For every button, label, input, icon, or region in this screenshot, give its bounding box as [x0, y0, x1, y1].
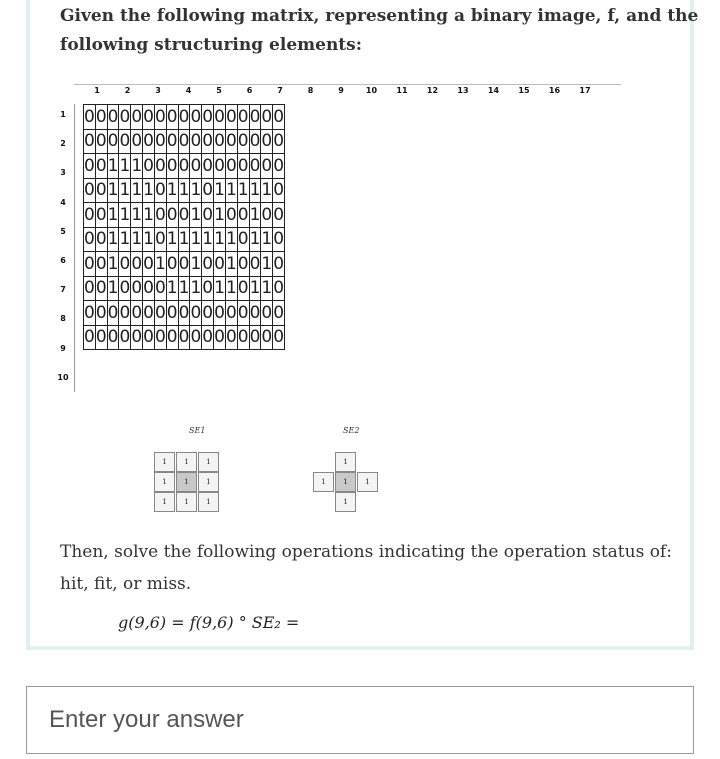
matrix-cell: 0: [202, 252, 214, 277]
column-numbers: [87, 80, 606, 102]
matrix-cell: 0: [154, 325, 166, 350]
matrix-cell: 1: [249, 178, 261, 203]
matrix-cell: 1: [119, 227, 131, 252]
matrix-row: [84, 301, 285, 326]
matrix-cell: 0: [166, 301, 178, 326]
se1-cell: 1: [176, 452, 197, 472]
matrix-cell: 0: [143, 129, 155, 154]
matrix-cell: 0: [178, 105, 190, 130]
matrix-cell: 0: [225, 301, 237, 326]
matrix-row: [84, 154, 285, 179]
row-number: 8: [60, 314, 66, 324]
matrix-cell: 0: [214, 325, 226, 350]
matrix-cell: 1: [154, 252, 166, 277]
matrix-cell: 0: [202, 154, 214, 179]
se2-cell: 1: [357, 472, 378, 492]
matrix-cell: 0: [261, 105, 273, 130]
se1-cell: 1: [198, 452, 219, 472]
question-text: Then, solve the following operations indicating the operation status of: hit, fit, or miss.: [60, 542, 672, 594]
column-number: 10: [365, 86, 378, 95]
matrix-cell: 0: [225, 129, 237, 154]
matrix-cell: 0: [190, 105, 202, 130]
matrix-cell: 0: [95, 325, 107, 350]
matrix-cell: 0: [273, 276, 285, 301]
matrix-cell: 0: [237, 252, 249, 277]
matrix-cell: 0: [190, 154, 202, 179]
matrix-row: [84, 276, 285, 301]
matrix-cell: 1: [131, 203, 143, 228]
matrix-cell: 0: [84, 178, 96, 203]
matrix-cell: 0: [225, 105, 237, 130]
row-number: 5: [60, 226, 66, 236]
matrix-cell: 0: [237, 276, 249, 301]
matrix-cell: 1: [107, 154, 119, 179]
se1-cell: 1: [154, 492, 175, 512]
matrix-cell: 0: [84, 154, 96, 179]
column-number: 2: [124, 86, 131, 95]
matrix-cell: 0: [119, 252, 131, 277]
column-number: 11: [396, 86, 408, 95]
matrix-cell: 1: [119, 178, 131, 203]
matrix-cell: 0: [273, 325, 285, 350]
matrix-cell: 0: [225, 325, 237, 350]
matrix-cell: 0: [143, 105, 155, 130]
matrix-cell: 0: [154, 154, 166, 179]
matrix-cell: 1: [119, 154, 131, 179]
matrix-cell: 0: [273, 252, 285, 277]
matrix-cell: 0: [154, 105, 166, 130]
matrix-cell: 0: [166, 325, 178, 350]
matrix-cell: 1: [107, 227, 119, 252]
matrix-cell: 0: [95, 301, 107, 326]
row-ruler-line: [74, 104, 75, 392]
se2-title: SE2: [343, 426, 360, 435]
matrix-cell: 1: [249, 227, 261, 252]
matrix-cell: 0: [249, 325, 261, 350]
matrix-cell: 0: [178, 129, 190, 154]
matrix-cell: 0: [225, 203, 237, 228]
matrix-cell: 0: [273, 301, 285, 326]
matrix-cell: 0: [84, 276, 96, 301]
row-number: 10: [57, 372, 69, 382]
column-number: 3: [155, 86, 161, 95]
matrix-cell: 0: [249, 154, 261, 179]
matrix-cell: 0: [273, 178, 285, 203]
matrix-cell: 1: [261, 252, 273, 277]
column-number: 14: [487, 86, 500, 95]
column-number: 9: [338, 86, 344, 95]
matrix-cell: 1: [214, 227, 226, 252]
matrix-cell: 1: [214, 276, 226, 301]
matrix-cell: 1: [190, 252, 202, 277]
column-number: 13: [457, 86, 469, 95]
matrix-cell: 0: [202, 203, 214, 228]
matrix-cell: 0: [237, 129, 249, 154]
matrix-cell: 1: [225, 178, 237, 203]
matrix-cell: 0: [202, 178, 214, 203]
matrix-cell: 0: [154, 301, 166, 326]
matrix-cell: 0: [95, 227, 107, 252]
matrix-cell: 1: [190, 178, 202, 203]
matrix-cell: 0: [143, 325, 155, 350]
matrix-row: [84, 325, 285, 350]
matrix-cell: 0: [131, 301, 143, 326]
matrix-cell: 1: [143, 178, 155, 203]
column-number: 7: [277, 86, 283, 95]
matrix-grid: [83, 104, 285, 350]
se1-cell: 1: [154, 452, 175, 472]
row-number: 9: [60, 343, 66, 353]
matrix-cell: 0: [95, 105, 107, 130]
matrix-cell: 1: [178, 276, 190, 301]
matrix-cell: 0: [237, 154, 249, 179]
matrix-cell: 0: [249, 301, 261, 326]
se1-cell: 1: [176, 472, 197, 492]
matrix-cell: 0: [273, 154, 285, 179]
matrix-cell: 0: [214, 252, 226, 277]
matrix-cell: 0: [84, 105, 96, 130]
matrix-cell: 0: [237, 227, 249, 252]
matrix-cell: 0: [143, 154, 155, 179]
column-number: 5: [216, 86, 222, 95]
matrix-cell: 0: [166, 203, 178, 228]
matrix-cell: 1: [166, 227, 178, 252]
matrix-cell: 1: [190, 276, 202, 301]
matrix-cell: 0: [131, 325, 143, 350]
answer-input[interactable]: [26, 686, 694, 754]
matrix-cell: 0: [107, 301, 119, 326]
matrix-cell: 0: [166, 105, 178, 130]
matrix-cell: 1: [249, 276, 261, 301]
matrix-cell: 0: [249, 252, 261, 277]
matrix-cell: 0: [154, 227, 166, 252]
se2-cell: 1: [313, 472, 334, 492]
matrix-cell: 1: [107, 178, 119, 203]
column-number: 8: [307, 86, 314, 95]
matrix-cell: 0: [84, 301, 96, 326]
matrix-cell: 0: [143, 301, 155, 326]
matrix-cell: 0: [178, 154, 190, 179]
matrix-cell: 0: [261, 154, 273, 179]
matrix-cell: 0: [249, 129, 261, 154]
matrix-cell: 0: [237, 105, 249, 130]
matrix-cell: 0: [131, 105, 143, 130]
matrix-cell: 1: [214, 178, 226, 203]
matrix-row: [84, 129, 285, 154]
matrix-cell: 0: [95, 154, 107, 179]
matrix-cell: 1: [166, 276, 178, 301]
se2-cell: [357, 452, 378, 472]
matrix-cell: 0: [84, 203, 96, 228]
row-number: 6: [60, 256, 66, 265]
operation-formula: g(9,6) = f(9,6) ° SE₂ =: [118, 613, 300, 632]
matrix-cell: 1: [225, 276, 237, 301]
column-number: 12: [426, 86, 439, 95]
matrix-cell: 0: [119, 105, 131, 130]
matrix-cell: 0: [166, 129, 178, 154]
matrix-cell: 0: [249, 105, 261, 130]
matrix-cell: 0: [84, 252, 96, 277]
matrix-cell: 0: [107, 325, 119, 350]
se2-cell: 1: [335, 492, 356, 512]
matrix-cell: 0: [166, 252, 178, 277]
matrix-cell: 0: [214, 301, 226, 326]
matrix-cell: 0: [237, 325, 249, 350]
matrix-cell: 1: [261, 178, 273, 203]
matrix-cell: 0: [261, 301, 273, 326]
column-number: 4: [185, 86, 192, 95]
matrix-cell: 0: [190, 325, 202, 350]
matrix-cell: 0: [107, 105, 119, 130]
matrix-cell: 1: [143, 227, 155, 252]
matrix-cell: 0: [273, 129, 285, 154]
matrix-cell: 0: [119, 301, 131, 326]
matrix-cell: 1: [237, 178, 249, 203]
matrix-cell: 0: [178, 301, 190, 326]
matrix-cell: 0: [190, 129, 202, 154]
matrix-cell: 0: [214, 154, 226, 179]
matrix-cell: 0: [190, 301, 202, 326]
matrix-cell: 0: [178, 203, 190, 228]
column-number: 15: [518, 86, 530, 95]
column-number: 6: [246, 86, 253, 95]
matrix-cell: 0: [202, 301, 214, 326]
column-number: 16: [548, 86, 561, 95]
se2-cell: [313, 452, 334, 472]
matrix-cell: 0: [261, 129, 273, 154]
matrix-cell: 0: [119, 129, 131, 154]
matrix-cell: 0: [95, 178, 107, 203]
column-number: 1: [94, 86, 100, 95]
intro-text: Given the following matrix, representing a binary image, f, and the following structuring elements:: [60, 6, 699, 55]
matrix-cell: 0: [154, 276, 166, 301]
matrix-cell: 0: [95, 276, 107, 301]
matrix-cell: 0: [178, 252, 190, 277]
matrix-cell: 0: [154, 178, 166, 203]
se1-cell: 1: [198, 492, 219, 512]
matrix-cell: 0: [166, 154, 178, 179]
matrix-cell: 1: [131, 227, 143, 252]
matrix-cell: 0: [84, 129, 96, 154]
matrix-row: [84, 227, 285, 252]
matrix-cell: 1: [178, 227, 190, 252]
matrix-cell: 0: [202, 276, 214, 301]
matrix-cell: 0: [131, 129, 143, 154]
matrix-cell: 1: [107, 203, 119, 228]
matrix-cell: 1: [261, 276, 273, 301]
matrix-cell: 0: [119, 276, 131, 301]
matrix-row: [84, 252, 285, 277]
matrix-cell: 0: [237, 301, 249, 326]
matrix-cell: 1: [119, 203, 131, 228]
matrix-cell: 0: [154, 203, 166, 228]
matrix-cell: 0: [154, 129, 166, 154]
matrix-row: [84, 105, 285, 130]
matrix-row: [84, 178, 285, 203]
matrix-cell: 1: [107, 252, 119, 277]
matrix-cell: 0: [131, 252, 143, 277]
matrix-cell: 1: [143, 203, 155, 228]
row-number: 3: [60, 168, 66, 178]
row-number: 2: [60, 139, 66, 149]
matrix-cell: 0: [202, 105, 214, 130]
row-number: 7: [60, 285, 66, 295]
matrix-cell: 1: [225, 227, 237, 252]
matrix-cell: 0: [237, 203, 249, 228]
matrix-cell: 0: [84, 227, 96, 252]
matrix-cell: 0: [273, 227, 285, 252]
se2-cell: 1: [335, 472, 356, 492]
matrix-cell: 0: [273, 105, 285, 130]
row-number: 4: [60, 197, 66, 207]
matrix-cell: 1: [190, 203, 202, 228]
row-number: 1: [60, 110, 66, 119]
matrix-cell: 1: [202, 227, 214, 252]
matrix-cell: 0: [261, 325, 273, 350]
matrix-cell: 1: [107, 276, 119, 301]
matrix-cell: 1: [178, 178, 190, 203]
matrix-cell: 0: [202, 129, 214, 154]
matrix-cell: 0: [95, 252, 107, 277]
matrix-cell: 0: [143, 252, 155, 277]
se2-cell: 1: [335, 452, 356, 472]
se1-title: SE1: [189, 426, 206, 435]
matrix-cell: 0: [261, 203, 273, 228]
matrix-row: [84, 203, 285, 228]
column-number: 17: [579, 86, 591, 95]
matrix-cell: 1: [261, 227, 273, 252]
se2-cell: [357, 492, 378, 512]
matrix-cell: 0: [214, 129, 226, 154]
se2-cell: [313, 492, 334, 512]
matrix-cell: 0: [84, 325, 96, 350]
matrix-cell: 0: [202, 325, 214, 350]
matrix-cell: 0: [131, 276, 143, 301]
matrix-cell: 0: [107, 129, 119, 154]
matrix-cell: 0: [95, 203, 107, 228]
matrix-cell: 0: [273, 203, 285, 228]
se1-cell: 1: [198, 472, 219, 492]
matrix-cell: 1: [225, 252, 237, 277]
matrix-cell: 0: [143, 276, 155, 301]
matrix-cell: 1: [214, 203, 226, 228]
matrix-cell: 1: [166, 178, 178, 203]
matrix-cell: 0: [119, 325, 131, 350]
matrix-cell: 1: [190, 227, 202, 252]
se1-cell: 1: [176, 492, 197, 512]
se1-cell: 1: [154, 472, 175, 492]
matrix-cell: 0: [225, 154, 237, 179]
matrix-cell: 0: [95, 129, 107, 154]
matrix-cell: 1: [131, 178, 143, 203]
matrix-cell: 0: [214, 105, 226, 130]
matrix-cell: 1: [249, 203, 261, 228]
matrix-cell: 1: [131, 154, 143, 179]
matrix-cell: 0: [178, 325, 190, 350]
